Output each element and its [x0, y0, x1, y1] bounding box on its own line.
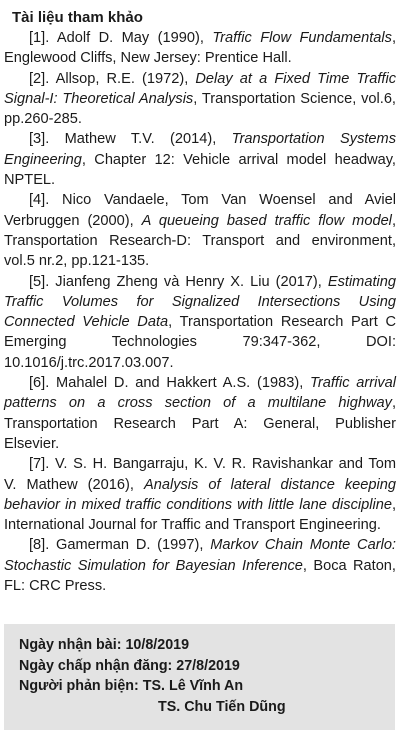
reference-text: [2]. Allsop, R.E. (1972), — [29, 70, 196, 87]
reference-item — [4, 129, 396, 190]
reference-text: , Transportation Research Part C Emerging Technologies 79:347-362, DOI: 10.1016/j.trc.2017.03.007. — [4, 314, 396, 371]
reference-text: , Transportation Research-D: Transport and environment, vol.5 nr.2, pp.121-135. — [4, 212, 396, 270]
reference-text: [5]. Jianfeng Zheng và Henry X. Liu (2017), — [29, 273, 328, 290]
reference-item — [4, 190, 396, 271]
reference-item — [4, 28, 396, 69]
reviewer: Người phản biện: TS. Lê Vĩnh An — [19, 678, 244, 694]
reference-item — [4, 69, 396, 130]
reference-title: Markov Chain Monte Carlo: Stochastic Simulation for Bayesian Inference — [4, 537, 396, 574]
reference-text: , Englewood Cliffs, New Jersey: Prentice Hall. — [4, 30, 396, 67]
reference-text: , Transportation Science, vol.6, pp.260-285. — [4, 90, 396, 128]
reference-title: Delay at a Fixed Time Traffic Signal-I: Theoretical Analysis — [4, 70, 396, 107]
reference-list — [4, 28, 396, 596]
received-date: Ngày nhận bài: 10/8/2019 — [19, 637, 190, 653]
reference-title: Analysis of lateral distance keeping behavior in mixed traffic conditions with little lane discipline — [4, 476, 397, 513]
reference-text: [1]. Adolf D. May (1990), — [29, 30, 213, 46]
article-info-box — [4, 624, 395, 730]
reference-text: [4]. Nico Vandaele, Tom Van Woensel and Aviel Verbruggen (2000), — [4, 192, 396, 229]
reference-text: [6]. Mahalel D. and Hakkert A.S. (1983), — [29, 375, 311, 392]
reference-text: [8]. Gamerman D. (1997), — [29, 537, 211, 554]
article-info-lines — [19, 635, 286, 717]
references-section — [4, 8, 396, 596]
reviewer-second: TS. Chu Tiến Dũng — [158, 698, 286, 715]
reference-title: Transportation Systems Engineering — [4, 131, 396, 168]
reference-item — [4, 272, 396, 373]
references-heading: Tài liệu tham khảo — [12, 9, 143, 26]
reference-item — [4, 454, 396, 535]
reference-title: A queueing based traffic flow model — [141, 212, 392, 229]
reference-text: , Boca Raton, FL: CRC Press. — [4, 557, 396, 595]
accepted-date: Ngày chấp nhận đăng: 27/8/2019 — [19, 657, 240, 674]
reference-title: Traffic Flow Fundamentals — [212, 30, 392, 46]
reference-text: [3]. Mathew T.V. (2014), — [29, 131, 232, 148]
reference-text: , Chapter 12: Vehicle arrival model headway, NPTEL. — [4, 151, 396, 189]
reference-title: Traffic arrival patterns on a cross section of a multilane highway — [4, 375, 396, 412]
reference-text: , Transportation Research Part A: General, Publisher Elsevier. — [4, 395, 396, 452]
reference-item — [4, 535, 396, 596]
reference-text: [7]. V. S. H. Bangarraju, K. V. R. Ravishankar and Tom V. Mathew (2016), — [4, 456, 396, 493]
reference-title: Estimating Traffic Volumes for Signalized Intersections Using Connected Vehicle Data — [4, 273, 396, 331]
reference-item — [4, 373, 396, 454]
reference-text: , International Journal for Traffic and Transport Engineering. — [4, 496, 396, 534]
